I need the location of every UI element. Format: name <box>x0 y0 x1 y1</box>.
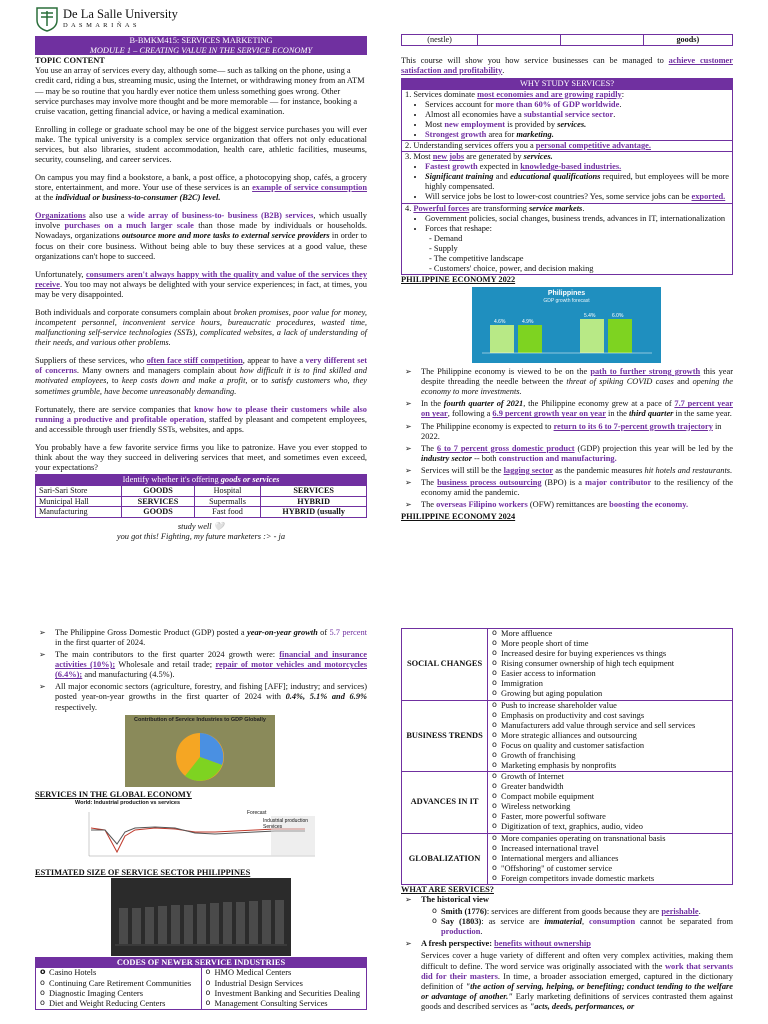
bullet-item: ➢ The overseas Filipino workers (OFW) remittances are boosting the economy. <box>401 500 733 510</box>
legend-item: Forecast <box>247 809 267 816</box>
line-chart-figure <box>75 800 321 868</box>
ph2024-title: PHILIPPINE ECONOMY 2024 <box>401 512 516 522</box>
bar-label: 4.6% <box>494 319 506 326</box>
sub-item: - Demand <box>429 233 463 243</box>
list-item: o Continuing Care Retirement Communities <box>39 979 198 989</box>
list-item: o Industrial Design Services <box>205 979 364 989</box>
list-item: • Will service jobs be lost to lower-cost countries? Yes, some service jobs can be exported. <box>425 192 729 202</box>
page1-right <box>401 34 733 522</box>
intro-paragraph: This course will show you how service businesses can be managed to achieve customer satisfaction and profitability. <box>401 55 733 75</box>
bullet-item: ➢ The Philippine economy is viewed to be on the path to further strong growth this year despite threading the needle between the threat of spiking COVID cases and opening the economy to more investments. <box>401 367 733 397</box>
list-item: • Significant training and educational qualifications required, but employees will be more highly compensated. <box>425 172 729 192</box>
topic-paragraph: On campus you may find a bookstore, a bank, a post office, a photocopying shop, cafés, a grocery store, entertainment, and more. Your use of these services is an example of service consumption at the individual or business-to-consumer (B2C) level. <box>35 173 368 203</box>
topic-paragraph: Organizations also use a wide array of business-to- business (B2B) services, which usually involve purchases on a much larger scale than those made by individuals or households. Nowadays, organizations outsource more and more tasks to external service providers in order to focus on their core business. Without being able to buy these services at a good value, these organizations can't hope to succeed. <box>35 211 367 261</box>
list-item: o Emphasis on productivity and cost savings <box>491 711 729 721</box>
list-item: o Diet and Weight Reducing Centers <box>39 999 198 1009</box>
forces-table <box>401 628 733 885</box>
why-section-3: 3. Most new jobs are generated by services. • Fastest growth expected in knowledge-based industries. • Significant training and educational qualifications required, but employees will be more highly compensated. • Will service jobs be lost to lower-cost countries? Yes, some service jobs can be exported. <box>402 152 733 203</box>
table-row <box>402 772 733 833</box>
topic-paragraph: Unfortunately, consumers aren't always happy with the quality and value of the services they receive. You too may not always be delighted with your service experiences; in fact, at times, you may be very disappointed. <box>35 269 368 299</box>
newer-industries-title: CODES OF NEWER SERVICE INDUSTRIES <box>36 957 367 968</box>
topic-title: TOPIC CONTENT <box>35 56 105 66</box>
legend-item: Services <box>263 823 283 830</box>
list-item: o Push to increase shareholder value <box>491 701 729 711</box>
table-row: (nestle) goods) <box>402 35 733 46</box>
list-item: o More strategic alliances and outsourcing <box>491 731 729 741</box>
list-item: o Increased international travel <box>491 844 729 854</box>
goods-services-table <box>35 474 367 518</box>
why-section-4: 4. Powerful forces are transforming service markets. • Government policies, social changes, business trends, advances in IT, internationalization • Forces that reshape: - Demand - Supply - The competitive landscape - Customers' choice, power, and decision making <box>402 203 733 275</box>
sub-item: - The competitive landscape <box>429 253 524 263</box>
list-item: o Smith (1776): services are different from goods because they are perishable. <box>431 907 733 917</box>
gdp-bars <box>472 287 661 363</box>
force-label: SOCIAL CHANGES <box>402 629 488 701</box>
list-item: o Focus on quality and customer satisfaction <box>491 741 729 751</box>
list-item: o Wireless networking <box>491 802 729 812</box>
bullet-item: ➢ The main contributors to the first quarter 2024 growth were: financial and insurance activities (10%); Wholesale and retail trade; repair of motor vehicles and motorcycles (6.4%); and manufacturing (4.5%). <box>35 650 367 680</box>
force-label: GLOBALIZATION <box>402 833 488 884</box>
list-item: • Most new employment is provided by services. <box>425 120 729 130</box>
page2-left <box>35 628 367 1010</box>
campus-name: D A S M A R I Ñ A S <box>63 21 138 29</box>
page2-right <box>401 628 733 1015</box>
university-name: De La Salle University <box>63 7 178 22</box>
topic-paragraph: You use an array of services every day, although some— such as talking on the phone, using a credit card, riding a bus, streaming music, using the Internet, or withdrawing money from an ATM — may be so routine that you hardly ever notice them unless something goes wrong. Other <box>35 66 365 96</box>
list-item: o Compact mobile equipment <box>491 792 729 802</box>
ph2022-title: PHILIPPINE ECONOMY 2022 <box>401 275 516 285</box>
estimated-size-title: ESTIMATED SIZE OF SERVICE SECTOR PHILIPPINES <box>35 867 251 877</box>
list-item: o Marketing emphasis by nonprofits <box>491 761 729 771</box>
chart-bar <box>518 325 542 353</box>
list-item: • Strongest growth area for marketing. <box>425 130 729 140</box>
table-row: Sari-Sari Store GOODS Hospital SERVICES <box>36 485 367 496</box>
force-label: ADVANCES IN IT <box>402 772 488 833</box>
bullet-item: ➢ The Philippine economy is expected to return to its 6 to 7-percent growth trajectory in 2022. <box>401 422 733 442</box>
gdp-forecast-chart <box>472 287 661 363</box>
list-item: • Government policies, social changes, business trends, advances in IT, internationalization <box>425 214 729 224</box>
service-sector-chart <box>111 878 291 956</box>
list-item: • Services account for more than 60% of GDP worldwide. <box>425 100 729 110</box>
bullet-item: ➢ In the fourth quarter of 2021, the Philippine economy grew at a pace of 7.7 percent year on year, following a 6.9 percent growth year on year in the third quarter in the same year. <box>401 399 733 419</box>
list-item: • Fastest growth expected in knowledge-based industries. <box>425 162 729 172</box>
bullet-item: ➢ The 6 to 7 percent gross domestic product (GDP) projection this year will be led by the industry sector -- both construction and manufacturing. <box>401 444 733 464</box>
table-row: Manufacturing GOODS Fast food HYBRID (usually <box>36 507 367 518</box>
closing-note: study well 🤍 you got this! Fighting, my future marketers :> - ja <box>116 522 286 542</box>
bullet-item: ➢ The business process outsourcing (BPO) is a major contributor to the resiliency of the economy amid the pandemic. <box>401 478 733 498</box>
chart-title: Philippines <box>547 290 586 298</box>
what-are-services-title: WHAT ARE SERVICES? <box>401 884 494 894</box>
list-item: o Easier access to information <box>491 669 729 679</box>
list-item: o Faster, more powerful software <box>491 812 729 822</box>
topic-paragraph: service purchases may involve more thought and be more memorable — for instance, booking a cruise vacation, getting financial advice, or having a medical examination. <box>35 96 358 116</box>
sub-item: - Customers' choice, power, and decision making <box>429 263 594 273</box>
sub-item: - Supply <box>429 243 458 253</box>
bar-chart <box>111 878 291 956</box>
list-item: o Investment Banking and Securities Dealing <box>205 989 364 999</box>
module-title: MODULE 1 – CREATING VALUE IN THE SERVICE ECONOMY <box>35 46 367 56</box>
topic-paragraph: Both individuals and corporate consumers complain about broken promises, poor value for money, incompetent personnel, inconvenient service hours, bureaucratic procedures, wasted time, malfunctioning self-service technologies (SSTs), complicated websites, a lack of understanding of their needs, and various other problems. <box>35 307 367 348</box>
list-item: o Diagnostic Imaging Centers <box>39 989 198 999</box>
line-chart <box>75 808 321 866</box>
table-row <box>402 833 733 884</box>
course-title: B-BMKM415: SERVICES MARKETING <box>35 36 367 46</box>
why-title: WHY STUDY SERVICES? <box>402 79 733 90</box>
list-item: o Digitization of text, graphics, audio, video <box>491 822 729 832</box>
list-item: o International mergers and alliances <box>491 854 729 864</box>
legend-item: Industrial production <box>263 817 309 824</box>
list-item: • Forces that reshape: - Demand - Supply - The competitive landscape - Customers' choice, power, and decision making <box>425 224 729 274</box>
bar-label: 6.0% <box>612 313 624 320</box>
list-item: o Greater bandwidth <box>491 782 729 792</box>
list-item: o Management Consulting Services <box>205 999 364 1009</box>
chart-subtitle: GDP growth forecast <box>543 298 590 305</box>
list-item: o More affluence <box>491 629 729 639</box>
list-item: o Increased desire for buying experiences vs things <box>491 649 729 659</box>
list-item: o Manufacturers add value through service and sell services <box>491 721 729 731</box>
topic-paragraph: Fortunately, there are service companies that know how to please their customers while also running a productive and profitable operation, staffed by pleasant and competent employees, and accessible through user friendly SSTs, websites, and apps. <box>35 404 367 434</box>
table-row <box>402 700 733 772</box>
list-item: • Almost all economies have a substantial service sector. <box>425 110 729 120</box>
chart-bar <box>490 325 514 353</box>
pie-chart-figure <box>125 715 275 787</box>
pie-chart-title: Contribution of Service Industries to GDP Globally <box>134 716 266 723</box>
table-row <box>402 629 733 701</box>
table-header: Identify whether it's offering goods or services <box>36 475 367 486</box>
list-item: o Rising consumer ownership of high tech equipment <box>491 659 729 669</box>
list-item: o More companies operating on transnational basis <box>491 834 729 844</box>
goods-table-continued <box>401 34 733 46</box>
topic-paragraph: Enrolling in college or graduate school may be one of the biggest service purchases you will ever make. The typical university is a complex service organization that offers not only educational services, but also libraries, student accommodation, health care, athletic facilities, museums, security, counseling, and career services. <box>35 124 367 165</box>
why-study-table <box>401 78 733 275</box>
bullet-item: ➢ The historical view <box>401 895 733 905</box>
chart-bar <box>608 319 632 353</box>
what-paragraph: Services cover a huge variety of different and often very complex activities, making them difficult to define. The word service was originally associated with the work that servants did for their masters. In time, a broader association emerged, captured in the dictionary definition of "the action of serving, helping, or benefiting; conduct tending to the welfare or advantage of another." Early marketing definitions of services contrasted them against goods and described services as "acts, deeds, performances, or <box>421 951 734 1011</box>
list-item: o Growth of franchising <box>491 751 729 761</box>
list-item: o Casino Hotels <box>39 968 198 978</box>
list-item: o Growth of Internet <box>491 772 729 782</box>
topic-paragraph: You probably have a few favorite service firms you like to patronize. Have you ever stopped to think about the way they succeed in delivering services that meet, and sometimes even exceed, your expectations? <box>35 442 367 472</box>
list-item: o Foreign competitors invade domestic markets <box>491 874 729 884</box>
dlsu-seal-icon <box>35 6 59 32</box>
why-section-1: 1. Services dominate most economies and are growing rapidly: • Services account for more than 60% of GDP worldwide. • Almost all economies have a substantial service sector. • Most new employment is provided by services. • Strongest growth area for marketing. <box>402 89 733 140</box>
bullet-item: ➢ Services will still be the lagging sector as the pandemic measures hit hotels and restaurants. <box>401 466 733 476</box>
bullet-item: ➢ The Philippine Gross Domestic Product (GDP) posted a year-on-year growth of 5.7 percent in the first quarter of 2024. <box>35 628 367 648</box>
list-item: o HMO Medical Centers <box>205 968 364 978</box>
list-item: o Growing but aging population <box>491 689 729 699</box>
newer-industries-table <box>35 957 367 1010</box>
list-item: o Immigration <box>491 679 729 689</box>
university-logo <box>35 4 367 34</box>
list-item: o Say (1803): as service are immaterial, consumption cannot be separated from production. <box>431 917 733 937</box>
page1-left <box>35 4 367 542</box>
bar-label: 4.9% <box>522 319 534 326</box>
bullet-item: ➢ All major economic sectors (agriculture, forestry, and fishing [AFF]; industry; and services) posted year-on-year growths in the first quarter of 2024 with 0.4%, 5.1% and 6.9% respectively. <box>35 682 367 712</box>
force-label: BUSINESS TRENDS <box>402 700 488 772</box>
chart-bar <box>580 319 604 353</box>
list-item: o "Offshoring" of customer service <box>491 864 729 874</box>
table-row: Municipal Hall SERVICES Supermalls HYBRID <box>36 496 367 507</box>
bar-label: 5.4% <box>584 313 596 320</box>
why-section-2: 2. Understanding services offers you a personal competitive advantage. <box>402 141 733 152</box>
line-chart-title: World: Industrial production vs services <box>75 799 181 806</box>
global-economy-title: SERVICES IN THE GLOBAL ECONOMY <box>35 789 192 799</box>
list-item: o More people short of time <box>491 639 729 649</box>
topic-paragraph: Suppliers of these services, who often face stiff competition, appear to have a very different set of concerns. Many owners and managers complain about how difficult it is to find skilled and motivated employees, to keep costs down and make a profit, or to satisfy customers who, they sometimes grumble, have become unreasonably demanding. <box>35 356 368 396</box>
pie-chart <box>125 715 275 787</box>
bullet-item: ➢ A fresh perspective: benefits without ownership <box>401 939 733 949</box>
